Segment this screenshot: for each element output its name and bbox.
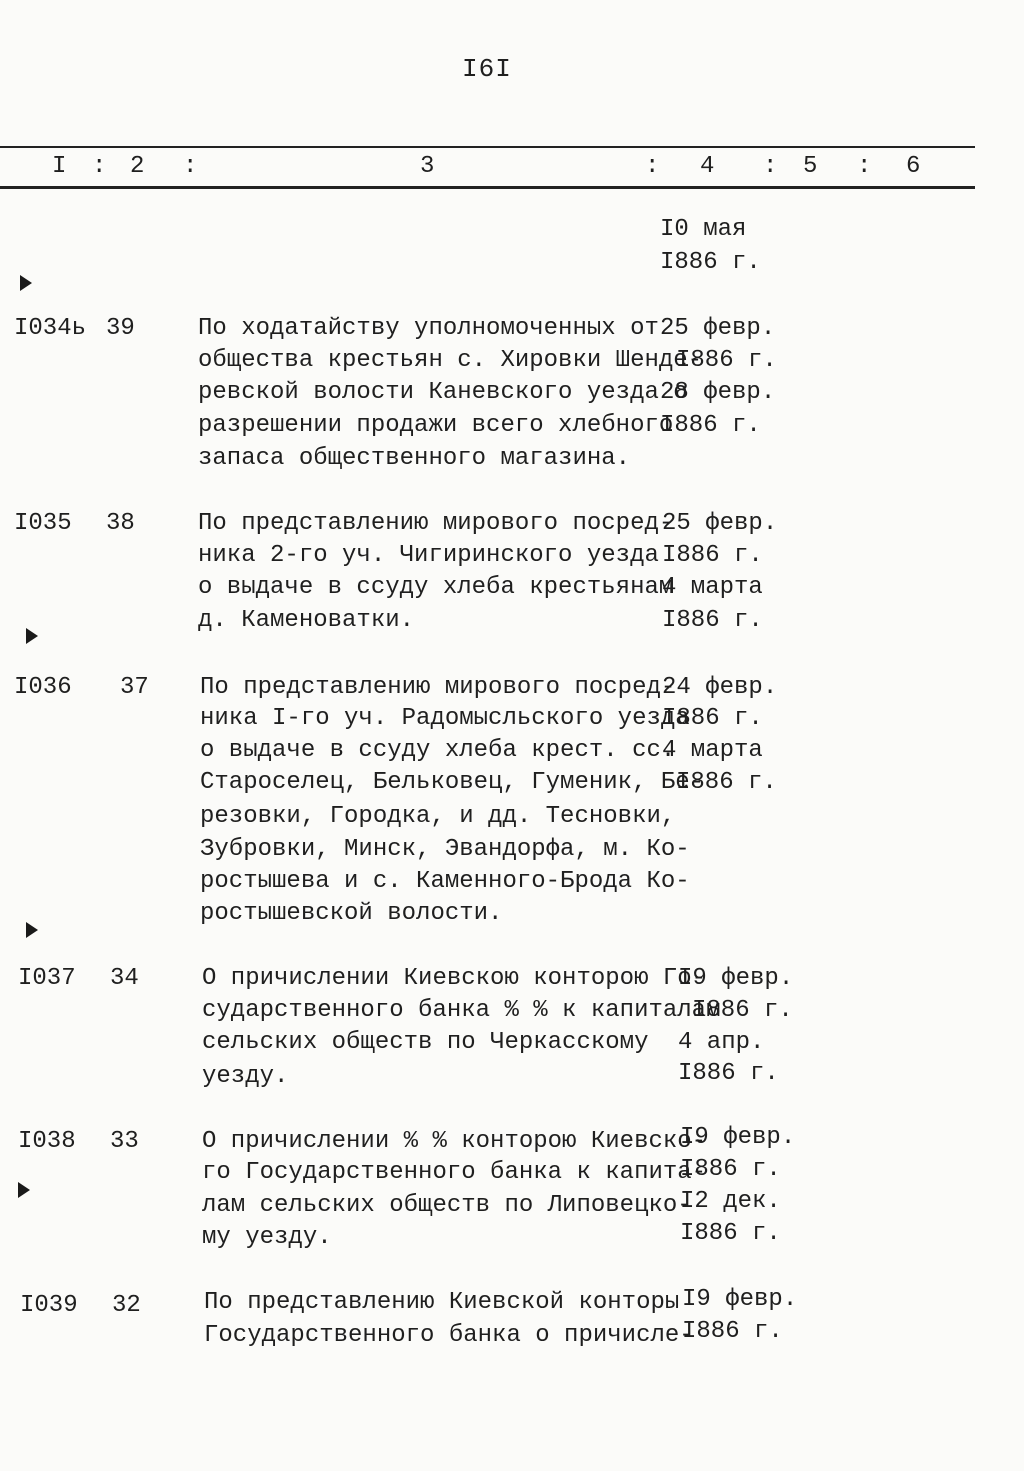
entry-date: 25 февр. (662, 510, 778, 537)
entry-date: I886 г. (692, 997, 793, 1024)
entry-date: I886 г. (676, 347, 777, 374)
entry-date: I9 февр. (678, 965, 794, 992)
entry-description-line: го Государственного банка к капита- (202, 1159, 707, 1186)
entry-description-line: По представлению Киевской конторы (204, 1289, 680, 1316)
entry-old-number: 37 (120, 674, 149, 701)
page-number: I6I (462, 54, 512, 84)
entry-description-line: ростышева и с. Каменного-Брода Ко- (200, 868, 690, 895)
entry-date: I886 г. (676, 769, 777, 796)
entry-number: I035 (14, 510, 72, 537)
entry-date: I886 г. (682, 1318, 783, 1345)
column-separator: : (857, 153, 872, 180)
margin-marker (26, 922, 38, 938)
entry-description-line: запаса общественного магазина. (198, 445, 631, 472)
entry-number: I038 (18, 1128, 76, 1155)
entry-description-line: ника 2-го уч. Чигиринского уезда (198, 542, 659, 569)
entry-number: I037 (18, 965, 76, 992)
entry-date: 4 марта (662, 737, 763, 764)
entry-description-line: резовки, Городка, и дд. Тесновки, (200, 803, 676, 830)
entry-number: I036 (14, 674, 72, 701)
entry-date: 4 марта (662, 574, 763, 601)
entry-description-line: Староселец, Бельковец, Гуменик, Бе- (200, 769, 705, 796)
entry-description-line: сударственного банка % % к капиталам (202, 997, 721, 1024)
entry-description-line: сельских обществ по Черкасскому (202, 1029, 649, 1056)
entry-date: I886 г. (680, 1156, 781, 1183)
entry-number: I039 (20, 1292, 78, 1319)
entry-description-line: Зубровки, Минск, Эвандорфа, м. Ко- (200, 836, 690, 863)
entry-description-line: уезду. (202, 1063, 289, 1090)
entry-date: I9 февр. (682, 1286, 798, 1313)
margin-marker (26, 628, 38, 644)
header-rule-bottom (0, 186, 975, 189)
column-header-4: 4 (700, 153, 715, 180)
entry-description-line: лам сельских обществ по Липовецко- (202, 1192, 692, 1219)
column-header-2: 2 (130, 153, 145, 180)
entry-date: I886 г. (678, 1060, 779, 1087)
continuation-date: I0 мая (660, 216, 747, 243)
column-separator: : (763, 153, 778, 180)
entry-description-line: му уезду. (202, 1224, 332, 1251)
entry-date: I9 февр. (680, 1124, 796, 1151)
entry-description-line: д. Каменоватки. (198, 607, 415, 634)
column-separator: : (92, 153, 107, 180)
entry-description-line: О причислении % % конторою Киевско- (202, 1128, 707, 1155)
entry-old-number: 39 (106, 315, 135, 342)
margin-marker (20, 275, 32, 291)
entry-description-line: ростышевской волости. (200, 900, 503, 927)
entry-old-number: 32 (112, 1292, 141, 1319)
column-header-6: 6 (906, 153, 921, 180)
entry-date: I886 г. (660, 412, 761, 439)
entry-description-line: ревской волости Каневского уезда о (198, 379, 688, 406)
entry-date: I2 дек. (680, 1188, 781, 1215)
entry-date: I886 г. (662, 607, 763, 634)
entry-description-line: разрешении продажи всего хлебного (198, 412, 674, 439)
entry-description-line: О причислении Киевскою конторою Го- (202, 965, 707, 992)
column-header-5: 5 (803, 153, 818, 180)
entry-old-number: 38 (106, 510, 135, 537)
entry-old-number: 33 (110, 1128, 139, 1155)
entry-description-line: о выдаче в ссуду хлеба крестьянам (198, 574, 674, 601)
entry-date: I886 г. (680, 1220, 781, 1247)
entry-old-number: 34 (110, 965, 139, 992)
entry-date: 4 апр. (678, 1029, 765, 1056)
column-header-1: I (52, 153, 67, 180)
margin-marker (18, 1182, 30, 1198)
entry-number: I034ь (14, 315, 87, 342)
entry-date: I886 г. (662, 705, 763, 732)
entry-date: 28 февр. (660, 379, 776, 406)
column-separator: : (645, 153, 660, 180)
entry-description-line: общества крестьян с. Хировки Шенде- (198, 347, 703, 374)
entry-description-line: Государственного банка о причисле- (204, 1322, 694, 1349)
entry-description-line: ника I-го уч. Радомысльского уезда (200, 705, 690, 732)
entry-date: I886 г. (662, 542, 763, 569)
entry-date: 25 февр. (660, 315, 776, 342)
header-rule-top (0, 146, 975, 148)
entry-description-line: По ходатайству уполномоченных от (198, 315, 659, 342)
entry-date: 24 февр. (662, 674, 778, 701)
entry-description-line: По представлению мирового посред- (200, 674, 676, 701)
column-separator: : (183, 153, 198, 180)
entry-description-line: о выдаче в ссуду хлеба крест. сс. (200, 737, 676, 764)
continuation-date: I886 г. (660, 249, 761, 276)
entry-description-line: По представлению мирового посред- (198, 510, 674, 537)
column-header-3: 3 (420, 153, 435, 180)
